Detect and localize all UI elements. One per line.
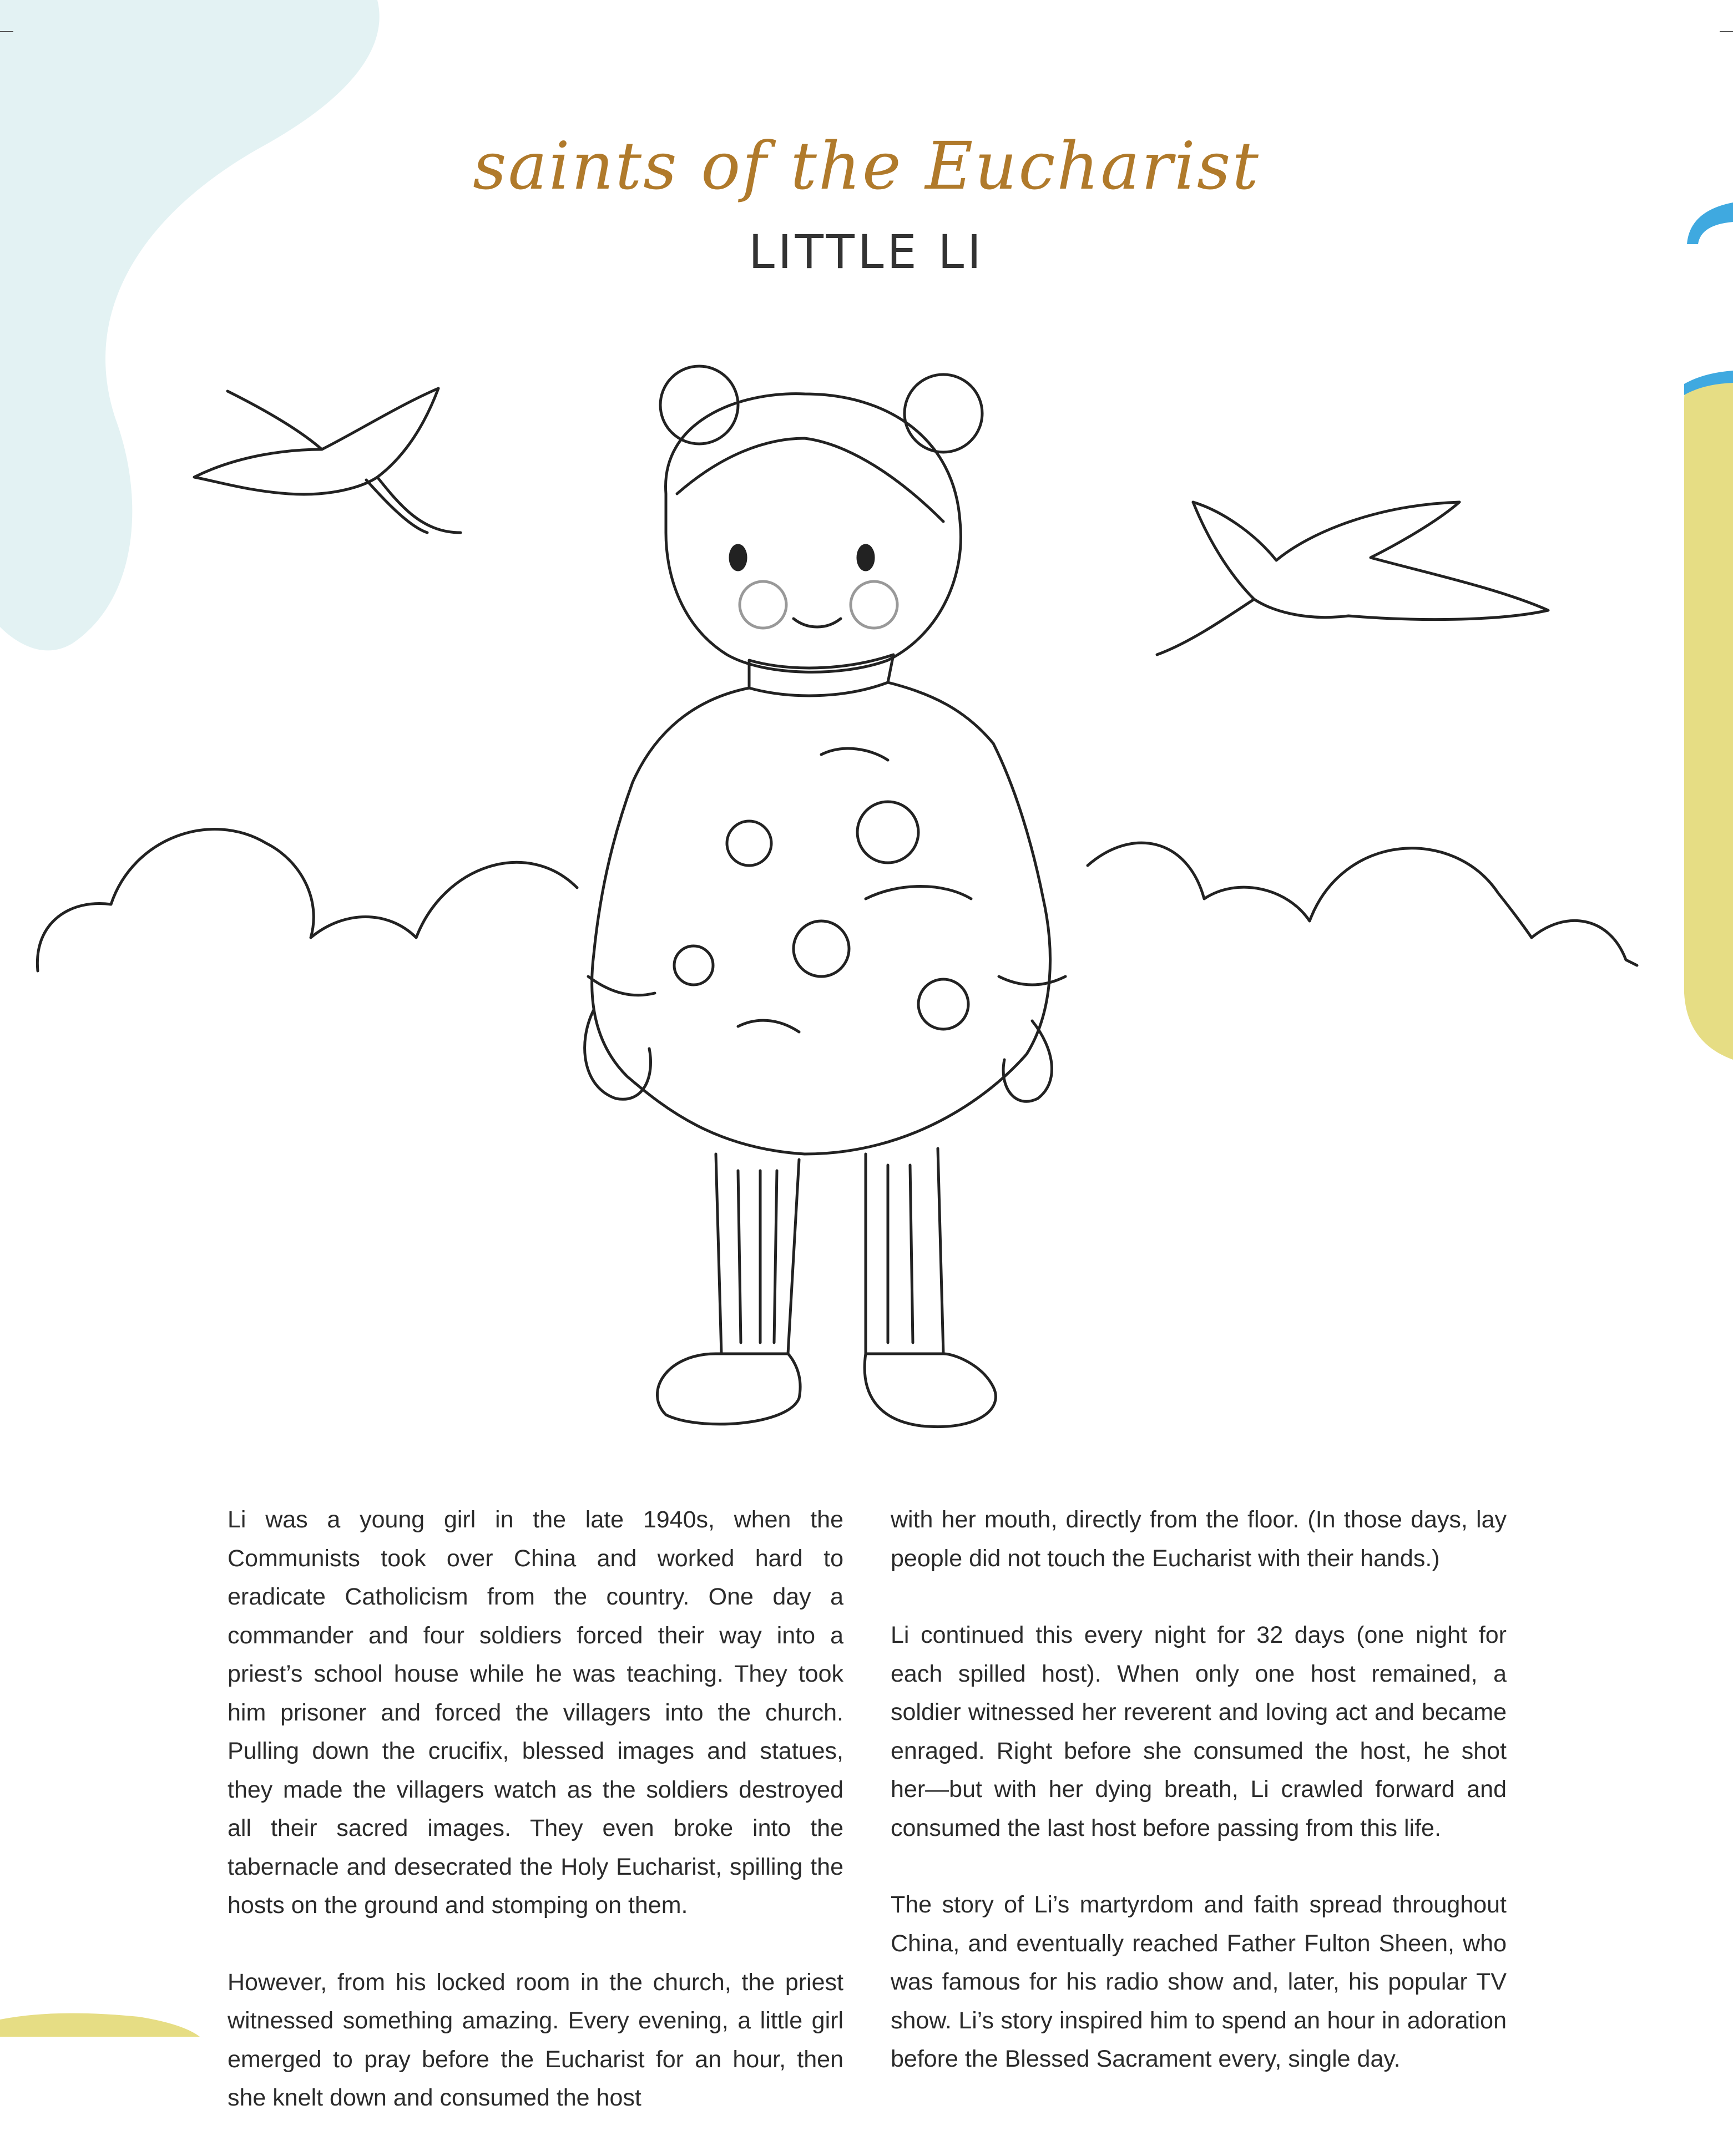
crane-left <box>194 388 461 533</box>
page-title: LITTLE LI <box>749 225 984 279</box>
story-paragraph-1: Li was a young girl in the late 1940s, when the Communists took over China and worked hard to eradicate Catholicism from the country. One day a commander and four soldiers forced their way into a priest’s school house while he was teaching. They took him prisoner and forced the villagers into the church. Pulling down the crucifix, blessed images and statues, they made the villagers watch as the soldiers destroyed all their sacred images. They even broke into the tabernacle and desecrated the Holy Eucharist, spilling the hosts on the ground and stomping on them. <box>228 1506 843 1919</box>
crop-mark-left <box>0 31 13 32</box>
story-paragraph-5: The story of Li’s martyrdom and faith spread throughout China, and eventually reached Father Fulton Sheen, who was famous for his radio show and, later, his popular TV show. Li’s story inspired him to spend an hour in adoration before the Blessed Sacrament every, single day. <box>891 1891 1507 2072</box>
yellow-bottom-blob <box>0 2013 200 2037</box>
crop-mark-right <box>1720 31 1733 32</box>
story-paragraph-3: with her mouth, directly from the floor. (In those days, lay people did not touch the Eucharist with their hands.) <box>891 1506 1507 1572</box>
series-title: saints of the Eucharist <box>473 128 1260 204</box>
crane-right <box>1157 502 1548 655</box>
girl-figure <box>585 366 1065 1427</box>
story-right-column <box>891 1501 1507 2117</box>
cloud-line-right <box>1088 843 1637 965</box>
story-paragraph-4: Li continued this every night for 32 days (one night for each spilled host). When only one host remained, a soldier witnessed her reverent and loving act and became enraged. Right before she consumed the host, he shot her—but with her dying breath, Li crawled forward and consumed the last host before passing from this life. <box>891 1622 1507 1841</box>
cloud-line-left <box>37 829 577 971</box>
coloring-illustration <box>0 311 1733 1454</box>
story-left-column <box>228 1501 843 2156</box>
story-paragraph-2: However, from his locked room in the church, the priest witnessed something amazing. Every evening, a little girl emerged to pray before the Eucharist for an hour, then she knelt down and consumed the host <box>228 1968 843 2111</box>
